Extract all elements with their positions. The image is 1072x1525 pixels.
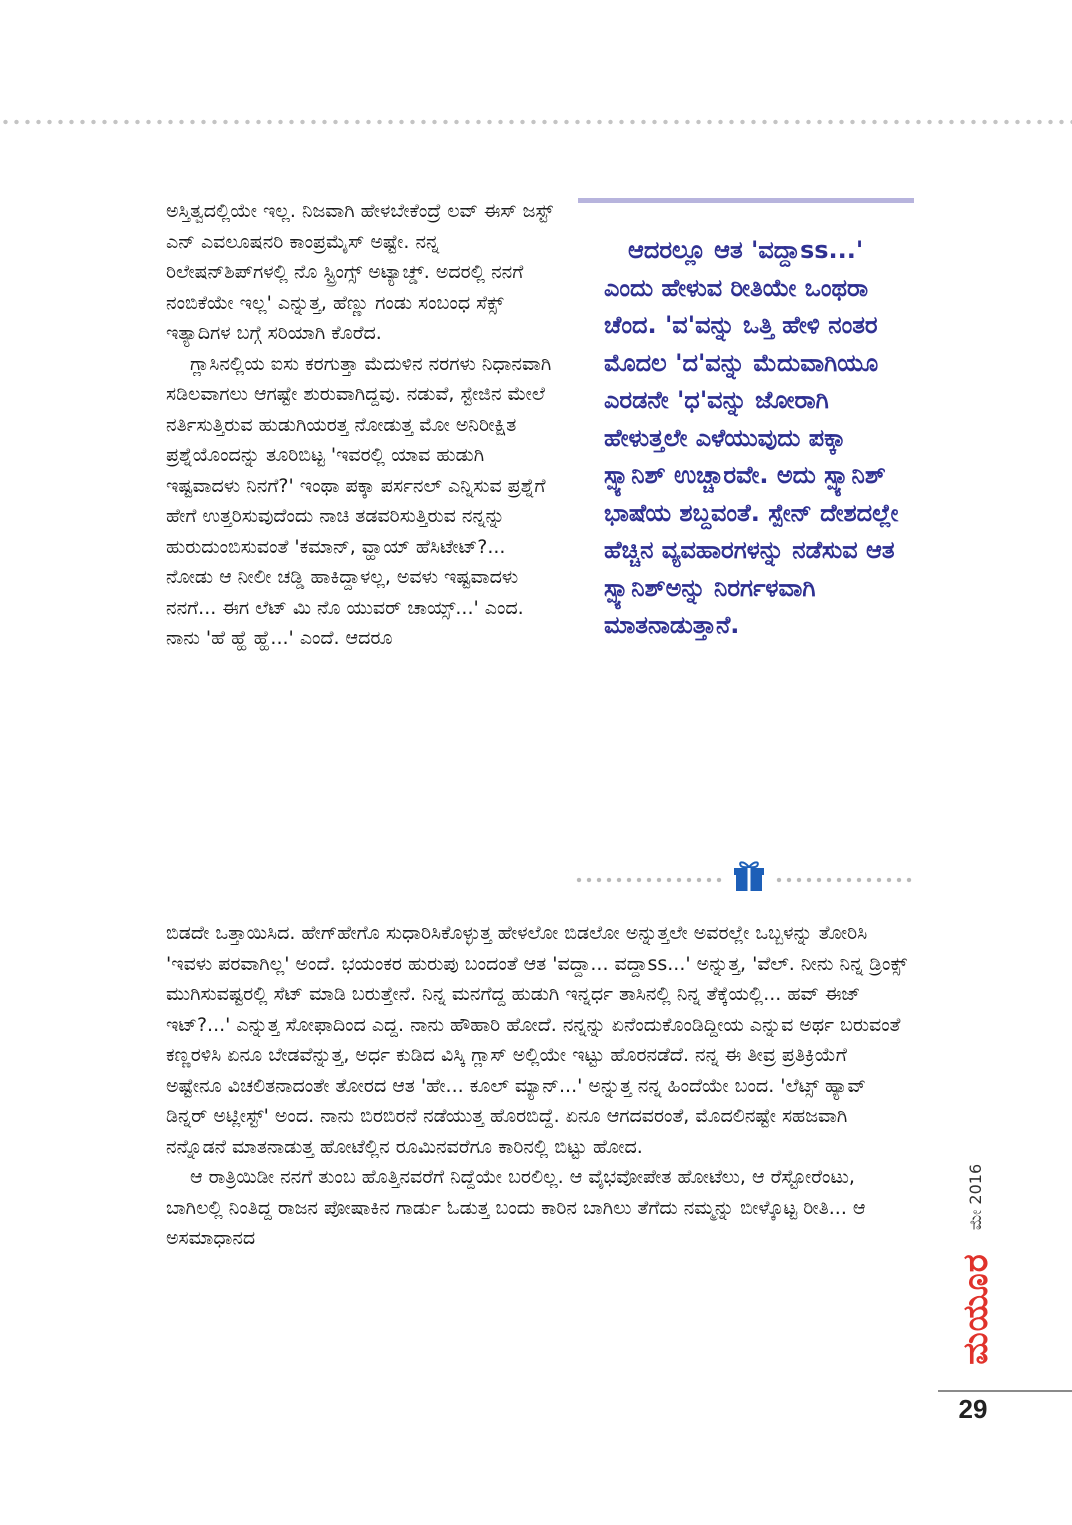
magazine-logo-text: ಮಯೂರ — [956, 1253, 996, 1365]
gift-box-icon — [724, 858, 774, 892]
article-paragraph-4: ಆ ರಾತ್ರಿಯಿಡೀ ನನಗೆ ತುಂಬ ಹೊತ್ತಿನವರೆಗೆ ನಿದ್ದೆಯೇ ಬರಲಿಲ್ಲ. ಆ ವೈಭವೋಪೇತ ಹೋಟೆಲು, ಆ ರೆಸ್ಟೋರೆಂಟು, ಬಾಗಿಲಲ್ಲಿ ನಿಂತಿದ್ದ ರಾಜನ ಪೋಷಾಕಿನ ಗಾರ್ಡು ಓಡುತ್ತ ಬಂದು ಕಾರಿನ ಬಾಗಿಲು ತೆಗೆದು ನಮ್ಮನ್ನು ಬೀಳ್ಕೊಟ್ಟ ರೀತಿ... ಆ ಅಸಮಾಧಾನದ — [166, 1166, 866, 1249]
pullquote-top-rule — [578, 198, 914, 203]
article-full-width — [166, 918, 908, 1254]
magazine-logo — [958, 1240, 994, 1378]
pullquote — [604, 232, 914, 645]
pullquote-text: ಆದರಲ್ಲೂ ಆತ 'ವದ್ದಾss...' ಎಂದು ಹೇಳುವ ರೀತಿಯೇ ಒಂಥರಾ ಚೆಂದ. 'ವ'ವನ್ನು ಒತ್ತಿ ಹೇಳಿ ನಂತರ ಮೊದಲ 'ದ'ವನ್ನು ಮೆದುವಾಗಿಯೂ ಎರಡನೇ 'ಧ'ವನ್ನು ಜೋರಾಗಿ ಹೇಳುತ್ತಲೇ ಎಳೆಯುವುದು ಪಕ್ಕಾ ಸ್ಪ್ಯಾನಿಶ್ ಉಚ್ಚಾರವೇ. ಅದು ಸ್ಪ್ಯಾನಿಶ್ ಭಾಷೆಯ ಶಬ್ದವಂತೆ. ಸ್ಪೇನ್ ದೇಶದಲ್ಲೇ ಹೆಚ್ಚಿನ ವ್ಯವಹಾರಗಳನ್ನು ನಡೆಸುವ ಆತ ಸ್ಪ್ಯಾನಿಶ್‌ಅನ್ನು ನಿರರ್ಗಳವಾಗಿ ಮಾತನಾಡುತ್ತಾನೆ. — [604, 236, 899, 639]
article-left-column — [166, 196, 556, 654]
footer-rule — [938, 1390, 1072, 1392]
issue-date-text: ಮೇ 2016 — [966, 1163, 985, 1231]
top-dotted-rule — [0, 118, 1072, 126]
issue-date — [962, 1163, 990, 1231]
article-paragraph-2: ಗ್ಲಾಸಿನಲ್ಲಿಯ ಐಸು ಕರಗುತ್ತಾ ಮೆದುಳಿನ ನರಗಳು ನಿಧಾನವಾಗಿ ಸಡಿಲವಾಗಲು ಆಗಷ್ಟೇ ಶುರುವಾಗಿದ್ದವು. ನಡುವೆ, ಸ್ಟೇಜಿನ ಮೇಲೆ ನರ್ತಿಸುತ್ತಿರುವ ಹುಡುಗಿಯರತ್ತ ನೋಡುತ್ತ ಮೋ ಅನಿರೀಕ್ಷಿತ ಪ್ರಶ್ನೆಯೊಂದನ್ನು ತೂರಿಬಿಟ್ಟ 'ಇವರಲ್ಲಿ ಯಾವ ಹುಡುಗಿ ಇಷ್ಟವಾದಳು ನಿನಗೆ?' ಇಂಥಾ ಪಕ್ಕಾ ಪರ್ಸನಲ್ ಎನ್ನಿಸುವ ಪ್ರಶ್ನೆಗೆ ಹೇಗೆ ಉತ್ತರಿಸುವುದೆಂದು ನಾಚಿ ತಡವರಿಸುತ್ತಿರುವ ನನ್ನನ್ನು ಹುರುದುಂಬಿಸುವಂತೆ 'ಕಮಾನ್, ವ್ಹಾಯ್ ಹೆಸಿಟೇಟ್?... ನೋಡು ಆ ನೀಲೀ ಚಡ್ಡಿ ಹಾಕಿದ್ದಾಳಲ್ಲ, ಅವಳು ಇಷ್ಟವಾದಳು ನನಗೆ... ಈಗ ಲೆಟ್ ಮಿ ನೊ ಯುವರ್ ಚಾಯ್ಸ್...' ಎಂದ. ನಾನು 'ಹೆ ಹ್ಹೆ ಹ್ಹೆ...' ಎಂದೆ. ಆದರೂ — [166, 352, 552, 649]
article-paragraph-1: ಅಸ್ತಿತ್ವದಲ್ಲಿಯೇ ಇಲ್ಲ. ನಿಜವಾಗಿ ಹೇಳಬೇಕೆಂದ್ರೆ ಲವ್ ಈಸ್ ಜಸ್ಟ್ ಎನ್ ಎವಲೂಷನರಿ ಕಾಂಪ್ರಮೈಸ್ ಅಷ್ಟೇ. ನನ್ನ ರಿಲೇಷನ್‌ಶಿಪ್‌ಗಳಲ್ಲಿ ನೊ ಸ್ಟ್ರಿಂಗ್ಸ್ ಅಟ್ಯಾಚ್ಡ್. ಅದರಲ್ಲಿ ನನಗೆ ನಂಬಿಕೆಯೇ ಇಲ್ಲ' ಎನ್ನುತ್ತ, ಹೆಣ್ಣು ಗಂಡು ಸಂಬಂಧ ಸೆಕ್ಸ್ ಇತ್ಯಾದಿಗಳ ಬಗ್ಗೆ ಸರಿಯಾಗಿ ಕೊರೆದ. — [166, 200, 554, 344]
page-number: 29 — [958, 1394, 988, 1424]
article-paragraph-3: ಬಿಡದೇ ಒತ್ತಾಯಿಸಿದ. ಹೇಗ್‌ಹೇಗೊ ಸುಧಾರಿಸಿಕೊಳ್ಳುತ್ತ ಹೇಳಲೋ ಬಿಡಲೋ ಅನ್ನುತ್ತಲೇ ಅವರಲ್ಲೇ ಒಬ್ಬಳನ್ನು ತೋರಿಸಿ 'ಇವಳು ಪರವಾಗಿಲ್ಲ' ಅಂದೆ. ಭಯಂಕರ ಹುರುಪು ಬಂದಂತೆ ಆತ 'ವದ್ದಾ... ವದ್ದಾss...' ಅನ್ನುತ್ತ, 'ವೆಲ್. ನೀನು ನಿನ್ನ ಡ್ರಿಂಕ್ಸ್ ಮುಗಿಸುವಷ್ಟರಲ್ಲಿ ಸೆಟ್ ಮಾಡಿ ಬರುತ್ತೇನೆ. ನಿನ್ನ ಮನಗೆದ್ದ ಹುಡುಗಿ ಇನ್ನರ್ಧ ತಾಸಿನಲ್ಲಿ ನಿನ್ನ ತೆಕ್ಕೆಯಲ್ಲಿ... ಹವ್ ಈಜ್ ಇಟ್?...' ಎನ್ನುತ್ತ ಸೋಫಾದಿಂದ ಎದ್ದ. ನಾನು ಹೌಹಾರಿ ಹೋದೆ. ನನ್ನನ್ನು ಏನೆಂದುಕೊಂಡಿದ್ದೀಯ ಎನ್ನುವ ಅರ್ಥ ಬರುವಂತೆ ಕಣ್ಣರಳಿಸಿ ಏನೂ ಬೇಡವೆನ್ನುತ್ತ, ಅರ್ಧ ಕುಡಿದ ವಿಸ್ಕಿ ಗ್ಲಾಸ್ ಅಲ್ಲಿಯೇ ಇಟ್ಟು ಹೊರನಡೆದೆ. ನನ್ನ ಈ ತೀವ್ರ ಪ್ರತಿಕ್ರಿಯೆಗೆ ಅಷ್ಟೇನೂ ವಿಚಲಿತನಾದಂತೇ ತೋರದ ಆತ 'ಹೇ... ಕೂಲ್ ಮ್ಯಾನ್...' ಅನ್ನುತ್ತ ನನ್ನ ಹಿಂದೆಯೇ ಬಂದ. 'ಲೆಟ್ಸ್ ಹ್ಯಾವ್ ಡಿನ್ನರ್ ಅಟ್ಲೀಸ್ಟ್' ಅಂದ. ನಾನು ಬಿರಬಿರನೆ ನಡೆಯುತ್ತ ಹೊರಬಿದ್ದೆ. ಏನೂ ಆಗದವರಂತೆ, ಮೊದಲಿನಷ್ಟೇ ಸಹಜವಾಗಿ ನನ್ನೊಡನೆ ಮಾತನಾಡುತ್ತ ಹೋಟೆಲ್ಲಿನ ರೂಮಿನವರೆಗೂ ಕಾರಿನಲ್ಲಿ ಬಿಟ್ಟು ಹೋದ. — [166, 922, 907, 1158]
